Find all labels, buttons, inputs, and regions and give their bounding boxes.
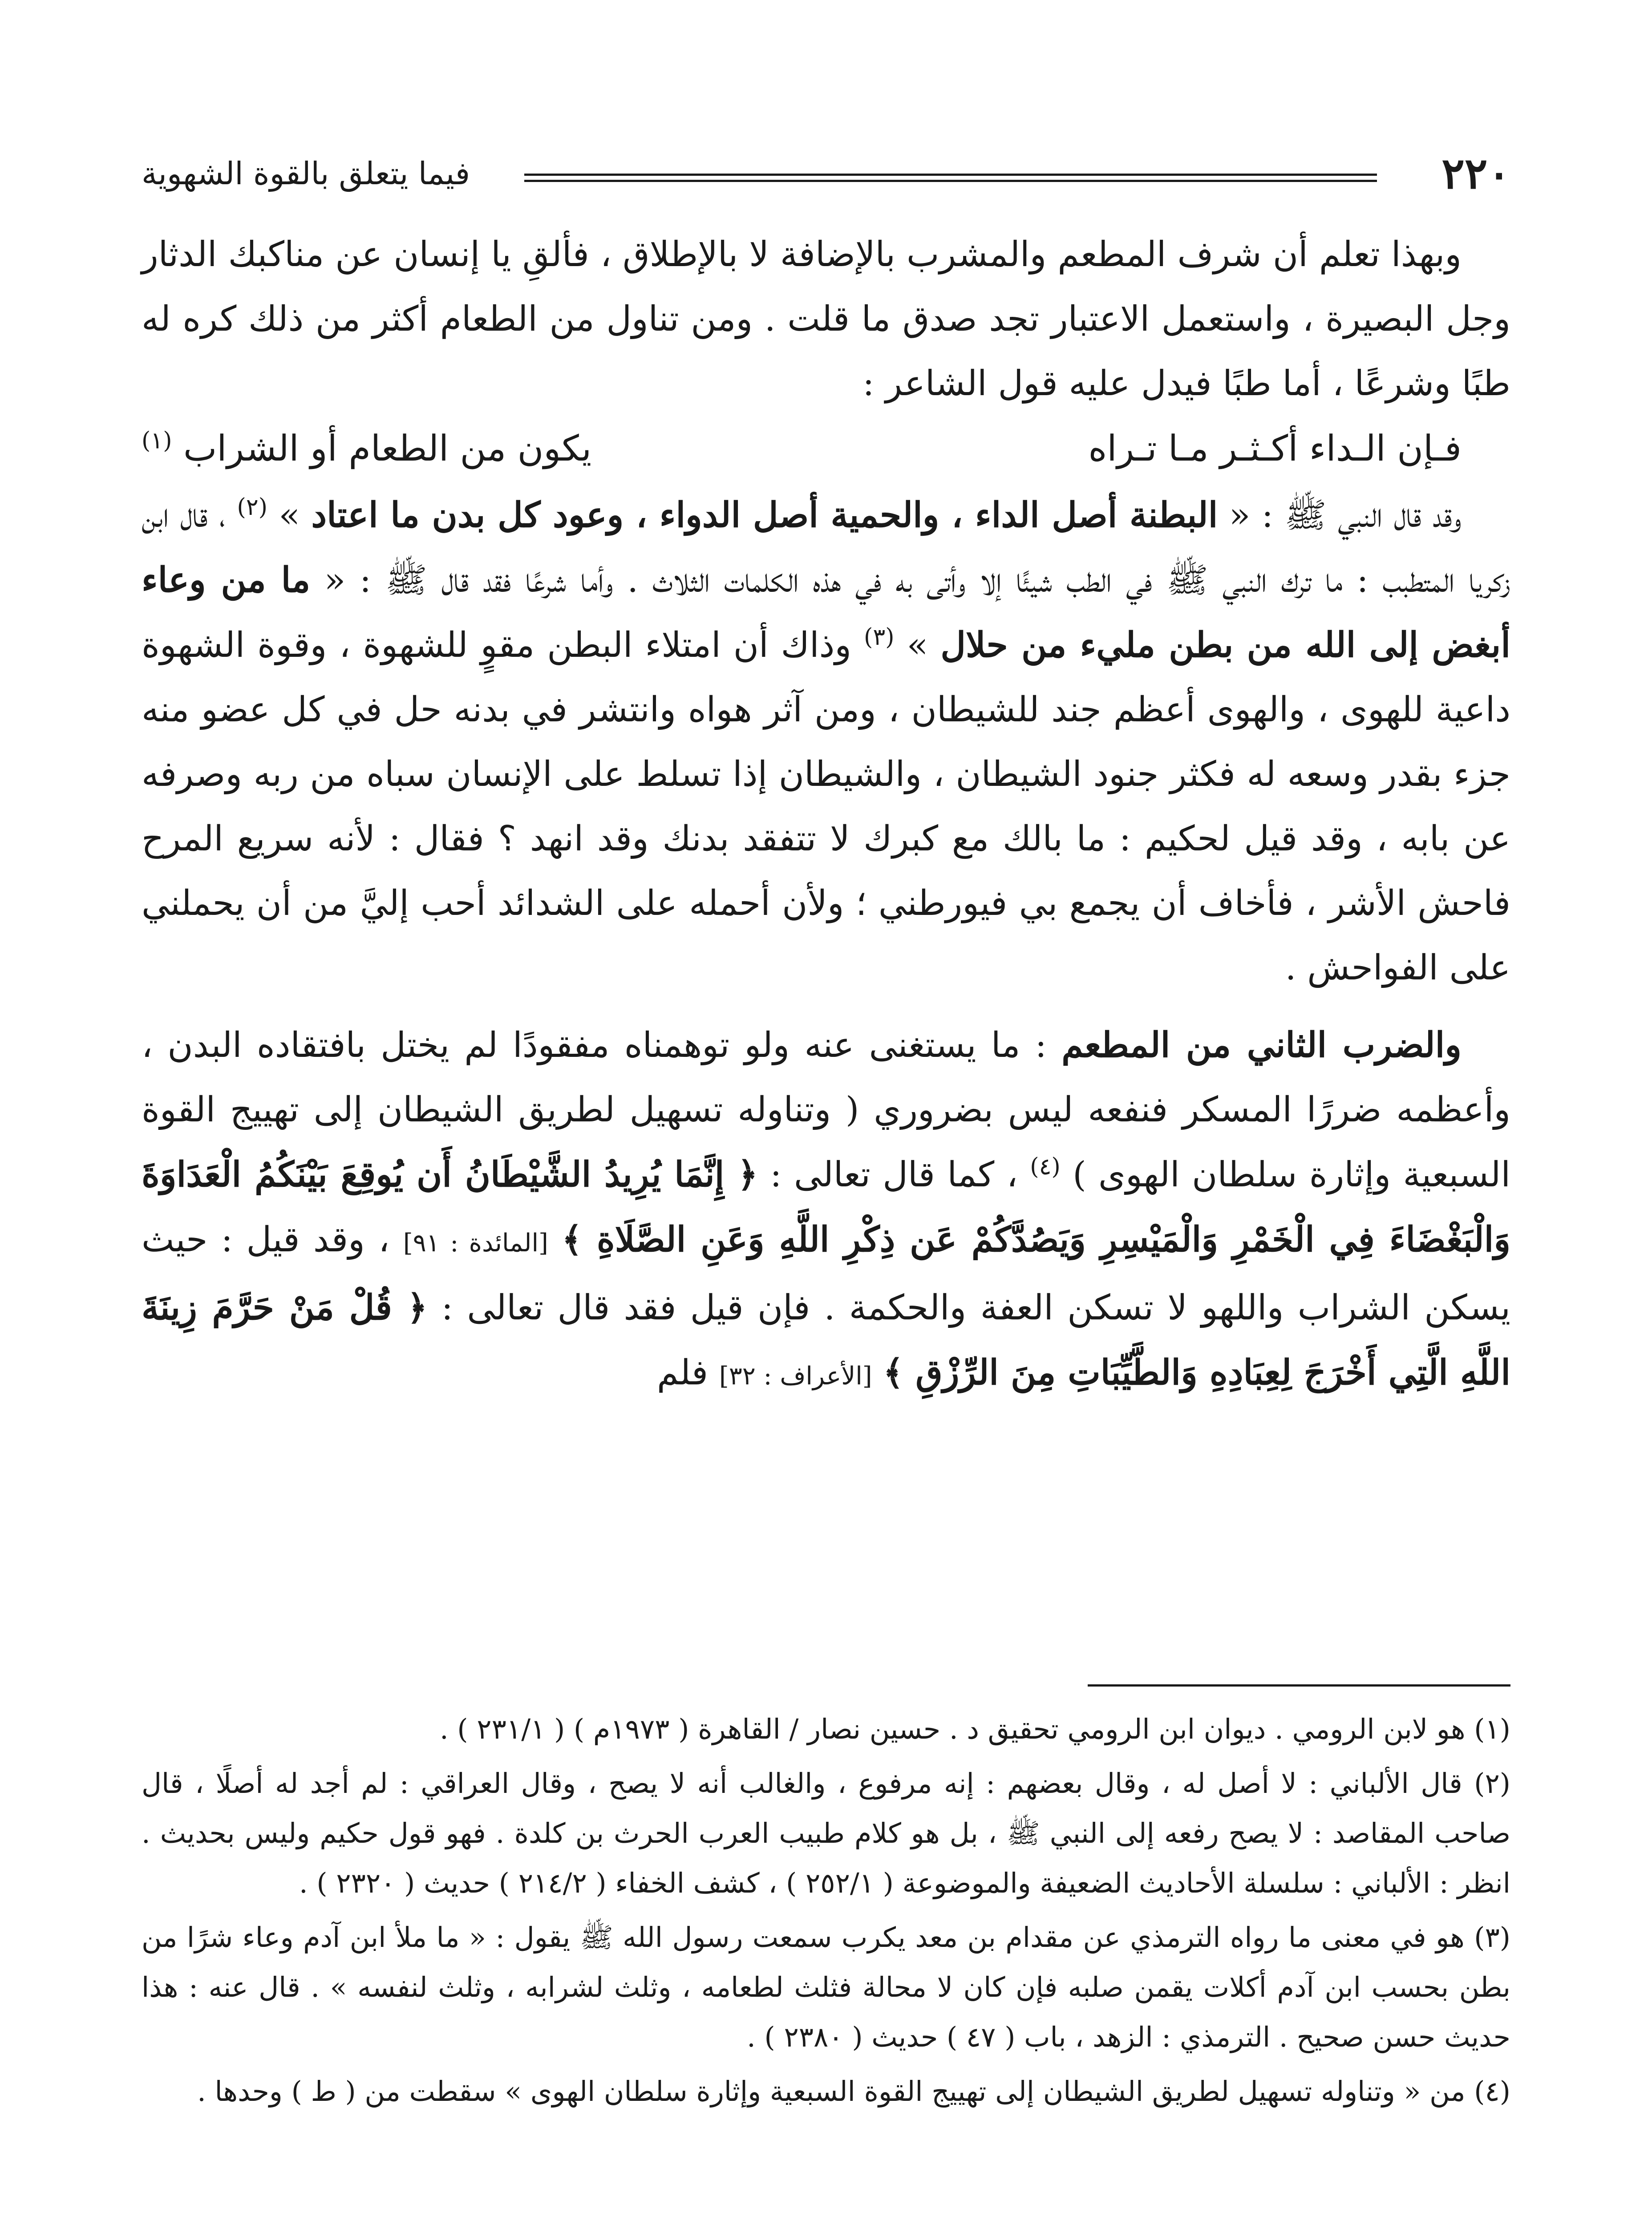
paragraph-3 <box>142 1013 1510 1408</box>
paragraph-2 <box>142 483 1510 1000</box>
main-text <box>142 222 1510 1408</box>
footnotes <box>142 1704 1510 2121</box>
header-rule <box>524 174 1377 176</box>
hadith-2: ما من وعاء أبغض إلى الله من بطن مليء من حلال <box>142 560 1510 665</box>
p3-text: : ما يستغنى عنه ولو توهمناه مفقودًا لم يختل بافتقاده البدن ، وأعظمه ضررًا المسكر فنفعه ليس بضروري ( وتناوله تسهيل لطريق الشيطان إلى تهييج القوة السبعية وإثارة سلطان الهوى ) <box>142 1025 1510 1195</box>
quran-ref-1: [المائدة : ٩١] <box>403 1229 548 1258</box>
p3-text-3: ، وقد قيل : حيث يسكن الشراب واللهو لا تسكن العفة والحكمة . فإن قيل فقد قال تعالى : <box>142 1220 1510 1328</box>
p2-rest: وذاك أن امتلاء البطن مقوٍ للشهوة ، وقوة الشهوة داعية للهوى ، والهوى أعظم جند للشيطان ، ومن آثر هواه وانتشر في بدنه حل في كل عضو منه جزء بقدر وسعه له فكثر جنود الشيطان ، والشيطان إذا تسلط على الإنسان سباه من ربه وصرفه عن بابه ، وقد قيل لحكيم : ما بالك مع كبرك لا تتفقد بدنك وقد انهد ؟ فقال : لأنه سريع المرح فاحش الأشر ، فأخاف أن يجمع بي فيورطني ؛ ولأن أحمله على الشدائد أحب إليَّ من أن يحملني على الفواحش . <box>142 625 1510 988</box>
p2-close-quote-2: » <box>907 625 928 665</box>
p3-text-4: فلم <box>657 1353 709 1393</box>
p2-intro: وقد قال النبي ﷺ : « <box>1229 495 1462 535</box>
footnote-4: (٤) من « وتناوله تسهيل لطريق الشيطان إلى تهييج القوة السبعية وإثارة سلطان الهوى » سقطت من ( ط ) وحدها . <box>197 2075 1510 2108</box>
footnote-3: (٣) هو في معنى ما رواه الترمذي عن مقدام بن معد يكرب سمعت رسول الله ﷺ يقول : « ما ملأ ابن آدم وعاء شرًا من بطن بحسب ابن آدم أكلات يقمن صلبه فإن كان لا محالة فثلث لطعامه ، وثلث لشرابه ، وثلث لنفسه » . قال عنه : هذا حديث حسن صحيح . الترمذي : الزهد ، باب ( ٤٧ ) حديث ( ٢٣٨٠ ) . <box>142 1921 1510 2053</box>
page-number: ٢٢٠ <box>1441 148 1510 198</box>
footnote-separator <box>1088 1684 1510 1687</box>
footnote-ref-4[interactable]: (٤) <box>1030 1153 1061 1180</box>
running-header <box>142 147 1510 200</box>
verse-second-hemistich <box>142 416 591 481</box>
quran-verse-1: ﴿ إِنَّمَا يُرِيدُ الشَّيْطَانُ أَن يُوقِعَ بَيْنَكُمُ الْعَدَاوَةَ وَالْبَغْضَاءَ فِي الْخَمْرِ وَالْمَيْسِرِ وَيَصُدَّكُمْ عَن ذِكْرِ اللَّهِ وَعَنِ الصَّلَاةِ ﴾ <box>142 1154 1511 1260</box>
verse-second-text: يكون من الطعام أو الشراب <box>183 428 592 469</box>
section-heading-inline: والضرب الثاني من المطعم <box>1061 1025 1462 1065</box>
header-rule-second <box>524 180 1377 182</box>
hadith-1: البطنة أصل الداء ، والحمية أصل الدواء ، وعود كل بدن ما اعتاد <box>311 495 1218 535</box>
footnote-2: (٢) قال الألباني : لا أصل له ، وقال بعضهم : إنه مرفوع ، والغالب أنه لا يصح ، وقال العراقي : لم أجد له أصلًا ، قال صاحب المقاصد : لا يصح رفعه إلى النبي ﷺ ، بل هو كلام طبيب العرب الحرث بن كلدة . فهو قول حكيم وليس بحديث . انظر : الألباني : سلسلة الأحاديث الضعيفة والموضوعة ( ٢٥٢/١ ) ، كشف الخفاء ( ٢١٤/٢ ) حديث ( ٢٣٢٠ ) . <box>142 1767 1510 1899</box>
footnote-ref-2[interactable]: (٢) <box>237 494 267 521</box>
verse-first-hemistich: فـإن الـداء أكـثـر مـا تـراه <box>1088 428 1462 469</box>
footnote-1: (١) هو لابن الرومي . ديوان ابن الرومي تحقيق د . حسين نصار / القاهرة ( ١٩٧٣م ) ( ٢٣١/١ ) . <box>439 1713 1510 1745</box>
footnote-ref-1[interactable]: (١) <box>142 427 172 454</box>
quran-verse-2: ﴿ قُلْ مَنْ حَرَّمَ زِينَةَ اللَّهِ الَّتِي أَخْرَجَ لِعِبَادِهِ وَالطَّيِّبَاتِ مِنَ الرِّزْقِ ﴾ <box>142 1287 1510 1393</box>
p2-close-quote: » <box>279 495 300 535</box>
poetry-verse <box>142 416 1510 483</box>
running-title: فيما يتعلق بالقوة الشهوية <box>142 155 470 192</box>
quran-ref-2: [الأعراف : ٣٢] <box>719 1362 872 1391</box>
paragraph-1: وبهذا تعلم أن شرف المطعم والمشرب بالإضافة لا بالإطلاق ، فألقِ يا إنسان عن مناكبك الدثار وجل البصيرة ، واستعمل الاعتبار تجد صدق ما قلت . ومن تناول من الطعام أكثر من ذلك كره له طبًا وشرعًا ، أما طبًا فيدل عليه قول الشاعر : <box>142 235 1510 404</box>
p3-text-2: ، كما قال تعالى : <box>770 1155 1018 1195</box>
p2-middle: ، قال ابن زكريا المتطبب : ما ترك النبي ﷺ في الطب شيئًا إلا وأتى به في هذه الكلمات الثلاث . وأما شرعًا فقد قال ﷺ : « <box>142 495 1510 600</box>
paragraph-gap <box>142 1000 1510 1013</box>
footnote-ref-3[interactable]: (٣) <box>864 624 895 651</box>
